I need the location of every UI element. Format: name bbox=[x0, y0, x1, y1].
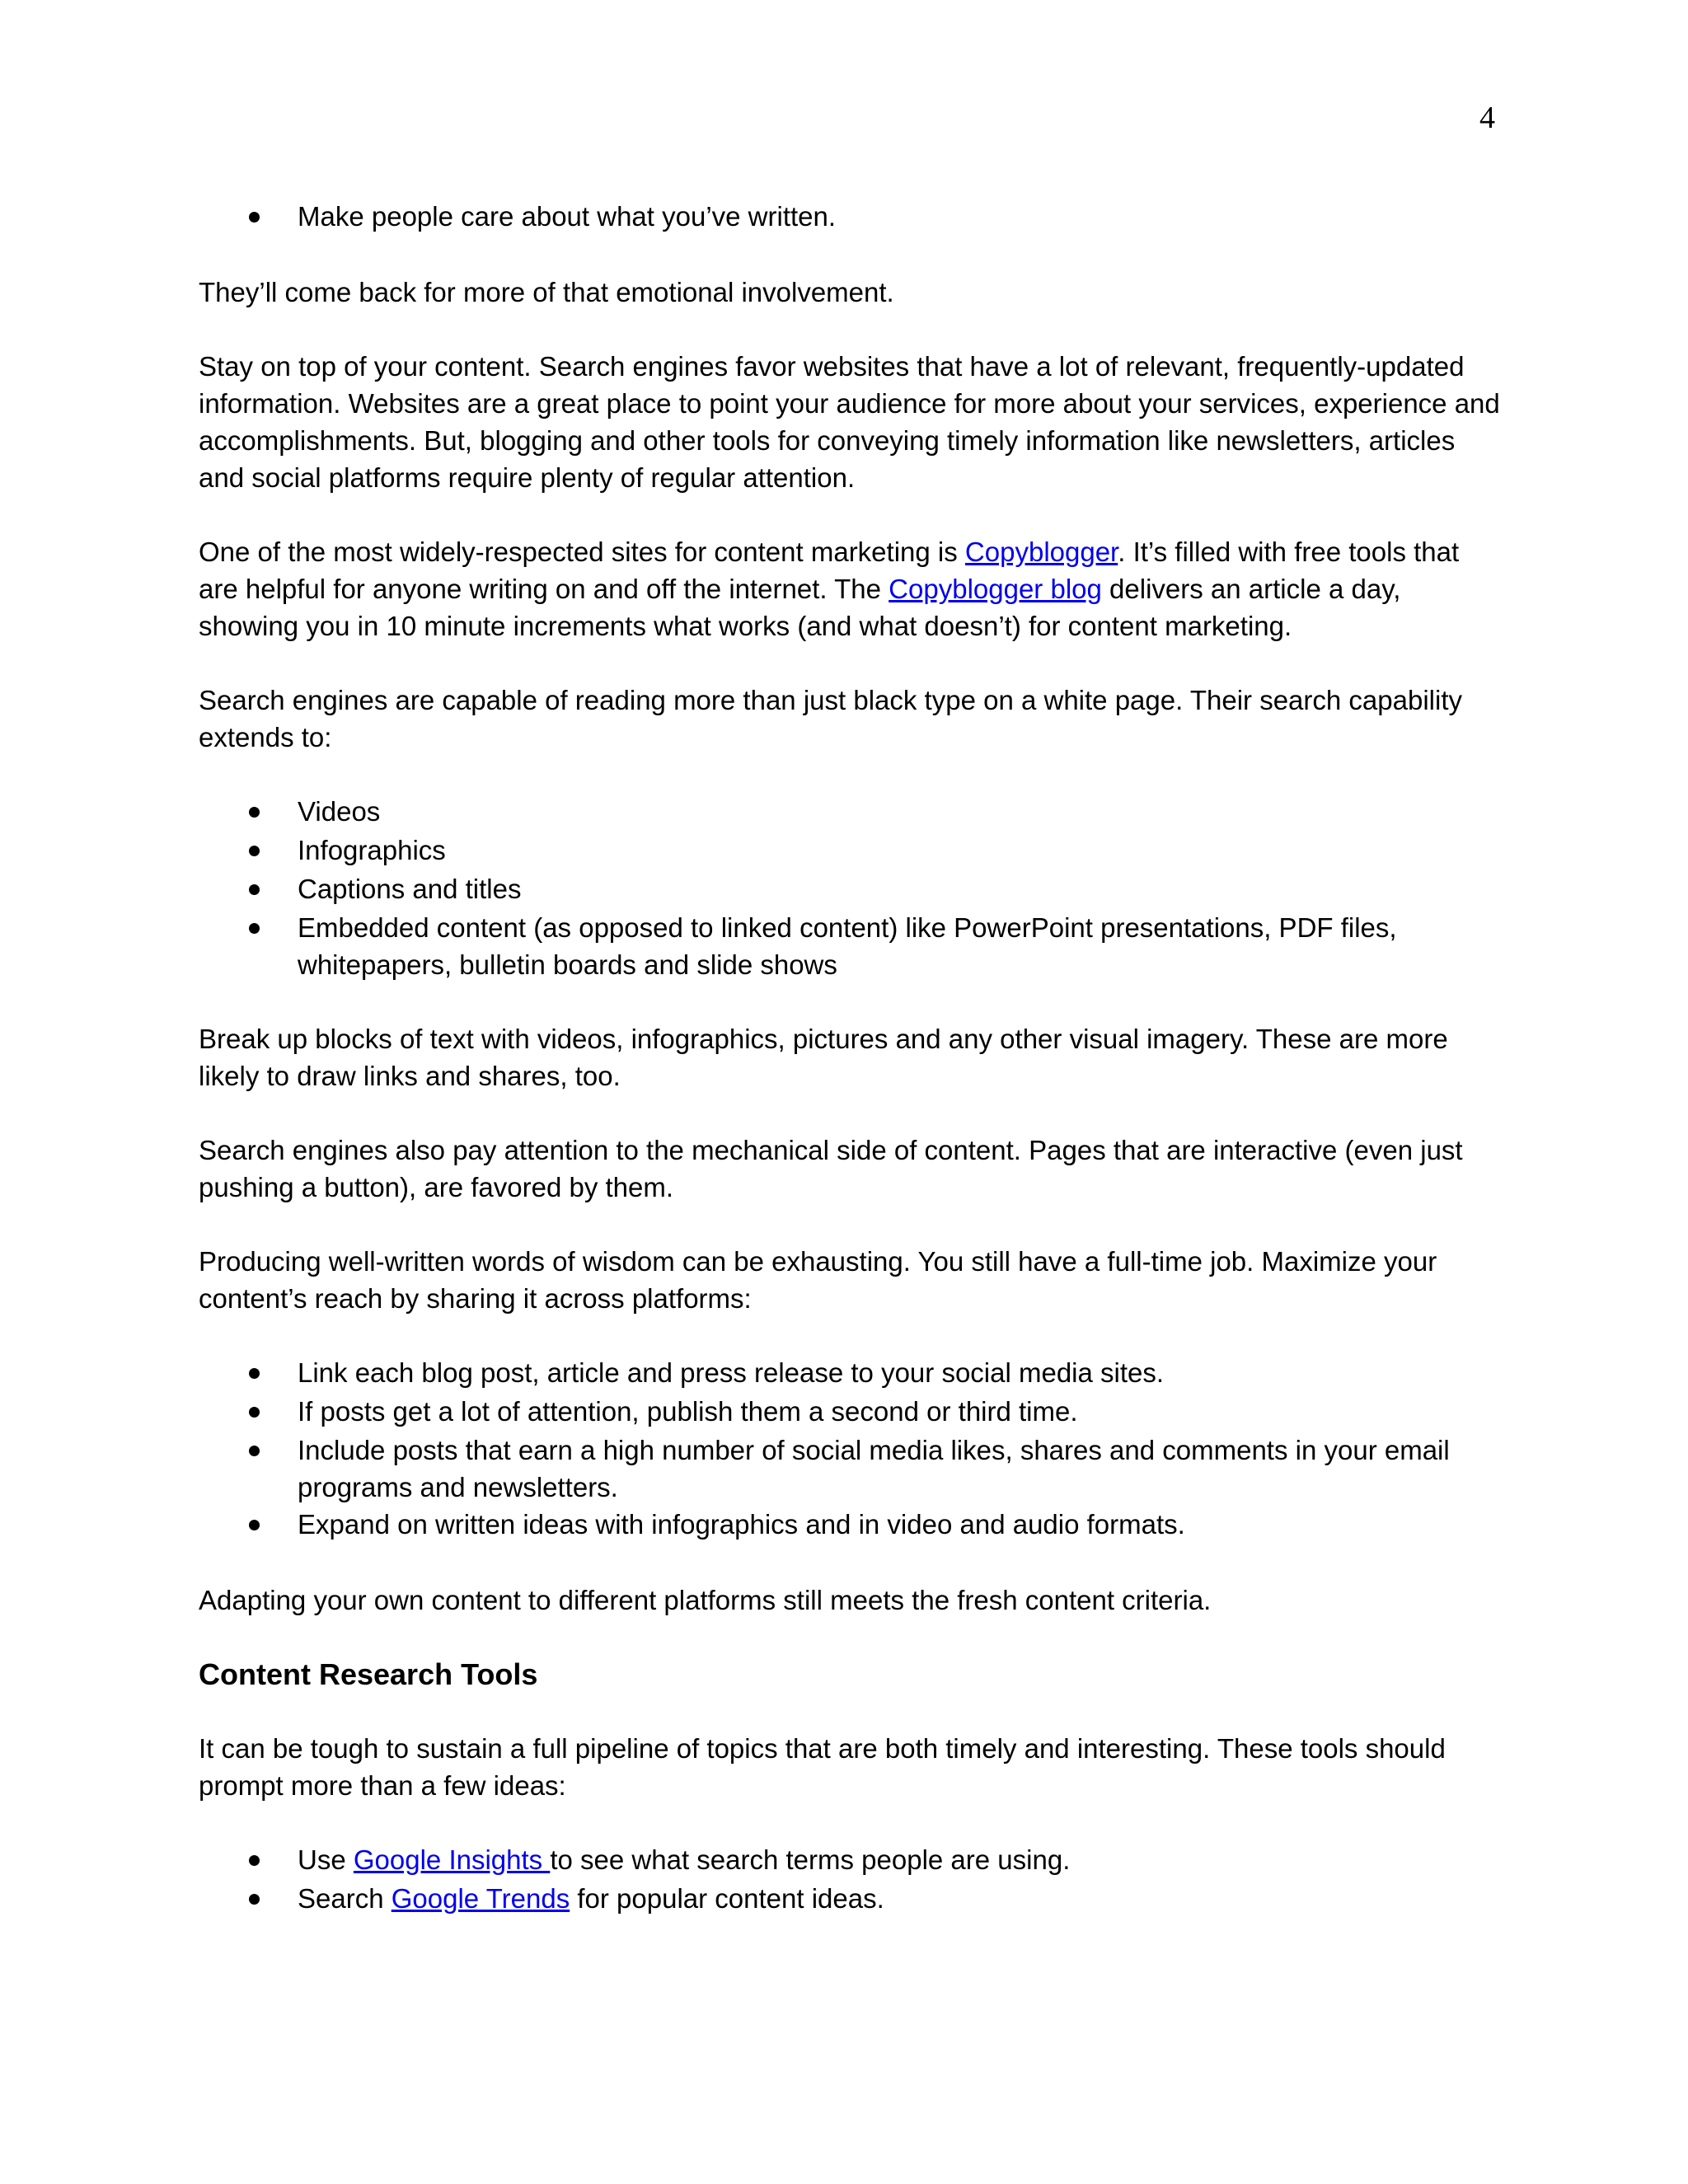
google-trends-link[interactable]: Google Trends bbox=[391, 1883, 570, 1914]
list-item bbox=[199, 1432, 1501, 1506]
paragraph: Producing well-written words of wisdom can be exhausting. You still have a full-time job. Maximize your content’s reach by sharing it across platforms: bbox=[199, 1246, 1437, 1314]
intro-bullet-list bbox=[199, 198, 1501, 237]
copyblogger-link[interactable]: Copyblogger bbox=[964, 537, 1118, 567]
page-number: 4 bbox=[1479, 101, 1495, 135]
paragraph: Break up blocks of text with videos, infographics, pictures and any other visual imagery. These are more likely to draw links and shares, too. bbox=[199, 1024, 1448, 1091]
bullet-icon bbox=[249, 1855, 260, 1866]
paragraph-text: One of the most widely-respected sites for content marketing is bbox=[199, 537, 965, 567]
bullet-icon bbox=[249, 884, 260, 895]
paragraph bbox=[199, 533, 1501, 644]
list-item bbox=[199, 198, 1501, 237]
list-item bbox=[199, 1841, 1501, 1880]
bullet-icon bbox=[249, 846, 260, 856]
list-item bbox=[199, 1880, 1501, 1919]
list-item bbox=[199, 1354, 1501, 1393]
list-item-text: Use bbox=[298, 1844, 354, 1875]
bullet-icon bbox=[249, 1894, 260, 1905]
section-heading: Content Research Tools bbox=[199, 1657, 538, 1691]
list-item-text: for popular content ideas. bbox=[570, 1883, 884, 1914]
list-item-text: Make people care about what you’ve written. bbox=[298, 201, 837, 232]
list-item-text: Include posts that earn a high number of social media likes, shares and comments in your email programs and newsletters. bbox=[298, 1435, 1450, 1502]
list-item bbox=[199, 870, 1501, 909]
bullet-icon bbox=[249, 1446, 260, 1456]
bullet-icon bbox=[249, 923, 260, 934]
paragraph: Search engines also pay attention to the mechanical side of content. Pages that are interactive (even just pushing a button), are favored by them. bbox=[199, 1135, 1463, 1202]
list-item-text: Captions and titles bbox=[298, 874, 522, 904]
bullet-icon bbox=[249, 1407, 260, 1418]
paragraph-text: delivers an article a day, showing you in 10 minute increments what works (and what doesn’t) for content marketing. bbox=[199, 574, 1401, 641]
list-item bbox=[199, 793, 1501, 832]
bullet-icon bbox=[249, 1520, 260, 1530]
list-item bbox=[199, 832, 1501, 870]
paragraph: It can be tough to sustain a full pipeline of topics that are both timely and interesting. These tools should prompt more than a few ideas: bbox=[199, 1733, 1446, 1801]
bullet-icon bbox=[249, 1368, 260, 1379]
list-item bbox=[199, 909, 1501, 983]
list-item-text: Videos bbox=[298, 796, 381, 827]
sharing-list bbox=[199, 1354, 1501, 1544]
list-item-text: Search bbox=[298, 1883, 392, 1914]
paragraph: Search engines are capable of reading more than just black type on a white page. Their search capability extends to: bbox=[199, 685, 1462, 752]
google-insights-link[interactable]: Google Insights bbox=[353, 1844, 551, 1875]
list-item-text: Infographics bbox=[298, 835, 446, 865]
paragraph: They’ll come back for more of that emotional involvement. bbox=[199, 277, 894, 307]
paragraph: Adapting your own content to different platforms still meets the fresh content criteria. bbox=[199, 1585, 1212, 1615]
list-item-text: Expand on written ideas with infographics and in video and audio formats. bbox=[298, 1509, 1185, 1540]
paragraph-text: . It’s filled with free tools that are helpful for anyone writing on and off the internet. The bbox=[199, 537, 1460, 604]
paragraph: Stay on top of your content. Search engines favor websites that have a lot of relevant, frequently-updated information. Websites are a great place to point your audience for more about your services, experience and accomplishments. But, blogging and other tools for conveying timely information like newsletters, articles and social platforms require plenty of regular attention. bbox=[199, 351, 1500, 493]
bullet-icon bbox=[249, 807, 260, 818]
copyblogger-blog-link[interactable]: Copyblogger blog bbox=[889, 574, 1102, 604]
list-item-text: to see what search terms people are using. bbox=[550, 1844, 1071, 1875]
list-item-text: If posts get a lot of attention, publish them a second or third time. bbox=[298, 1396, 1078, 1427]
page-content bbox=[199, 198, 1501, 1956]
tools-list bbox=[199, 1841, 1501, 1919]
list-item-text: Link each blog post, article and press release to your social media sites. bbox=[298, 1357, 1165, 1388]
list-item bbox=[199, 1506, 1501, 1544]
list-item bbox=[199, 1393, 1501, 1432]
list-item-text: Embedded content (as opposed to linked content) like PowerPoint presentations, PDF files, whitepapers, bulletin boards and slide shows bbox=[298, 912, 1397, 980]
bullet-icon bbox=[249, 212, 260, 223]
capability-list bbox=[199, 793, 1501, 983]
